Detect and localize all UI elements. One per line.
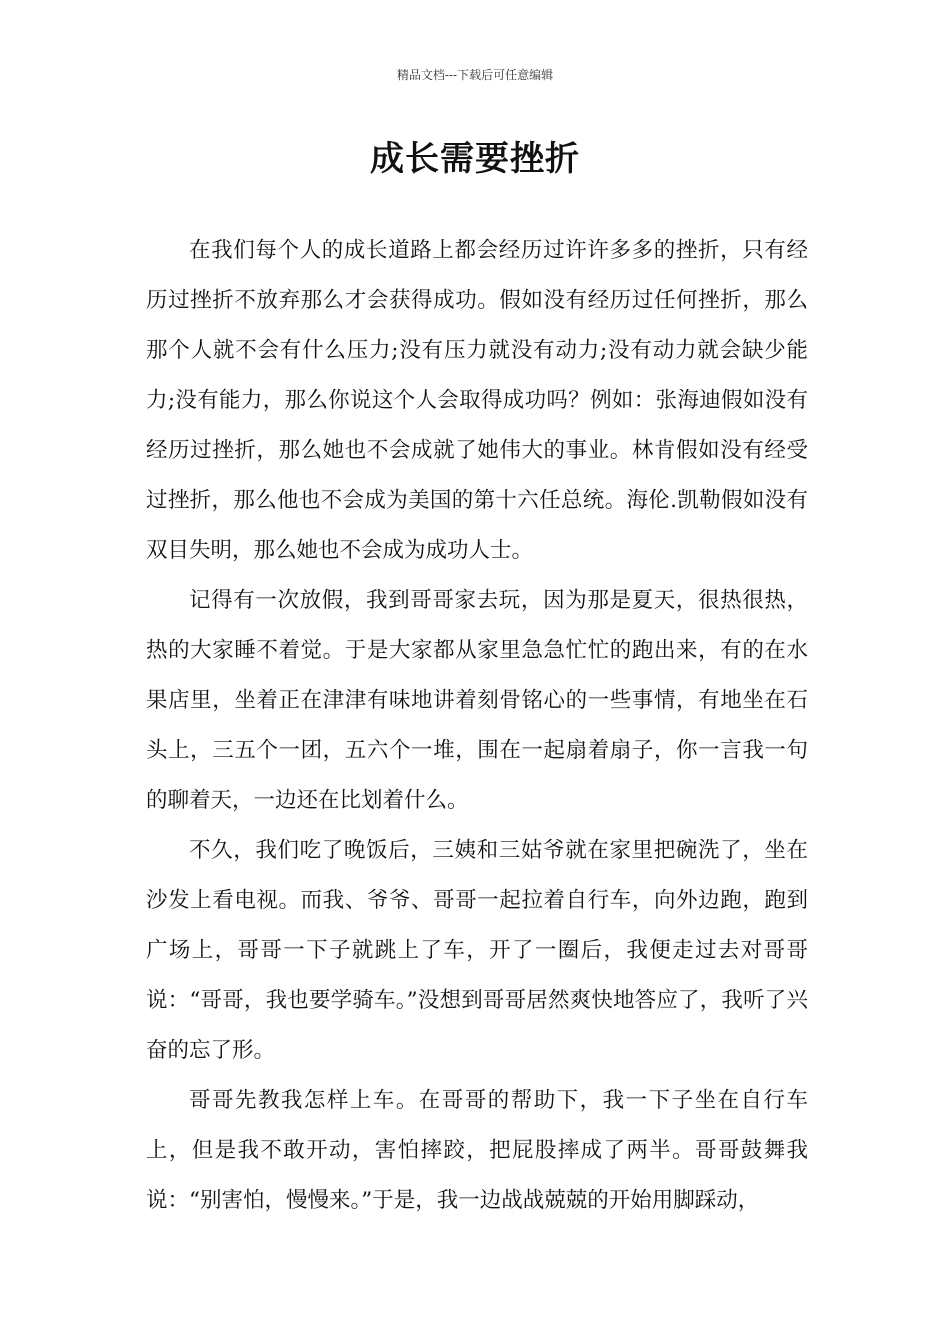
paragraph: 哥哥先教我怎样上车。在哥哥的帮助下，我一下子坐在自行车上，但是我不敢开动，害怕摔跤，把屁股摔成了两半。哥哥鼓舞我说：“别害怕，慢慢来。”于是，我一边战战兢兢的开始用脚踩动， — [146, 1088, 808, 1213]
document-title: 成长需要挫折 — [370, 139, 580, 179]
document-body — [146, 226, 808, 1226]
paragraph: 不久，我们吃了晚饭后，三姨和三姑爷就在家里把碗洗了，坐在沙发上看电视。而我、爷爷、哥哥一起拉着自行车，向外边跑，跑到广场上，哥哥一下子就跳上了车，开了一圈后，我便走过去对哥哥说：“哥哥，我也要学骑车。”没想到哥哥居然爽快地答应了，我听了兴奋的忘了形。 — [146, 838, 808, 1063]
paragraph: 记得有一次放假，我到哥哥家去玩，因为那是夏天，很热很热，热的大家睡不着觉。于是大家都从家里急急忙忙的跑出来，有的在水果店里，坐着正在津津有味地讲着刻骨铭心的一些事情，有地坐在石头上，三五个一团，五六个一堆，围在一起扇着扇子，你一言我一句的聊着天，一边还在比划着什么。 — [146, 588, 808, 813]
paragraph: 在我们每个人的成长道路上都会经历过许许多多的挫折，只有经历过挫折不放弃那么才会获得成功。假如没有经历过任何挫折，那么那个人就不会有什么压力;没有压力就没有动力;没有动力就会缺少能力;没有能力，那么你说这个人会取得成功吗？例如：张海迪假如没有经历过挫折，那么她也不会成就了她伟大的事业。林肯假如没有经受过挫折，那么他也不会成为美国的第十六任总统。海伦.凯勒假如没有双目失明，那么她也不会成为成功人士。 — [146, 238, 808, 563]
page-header: 精品文档---下载后可任意编辑 — [396, 68, 554, 82]
